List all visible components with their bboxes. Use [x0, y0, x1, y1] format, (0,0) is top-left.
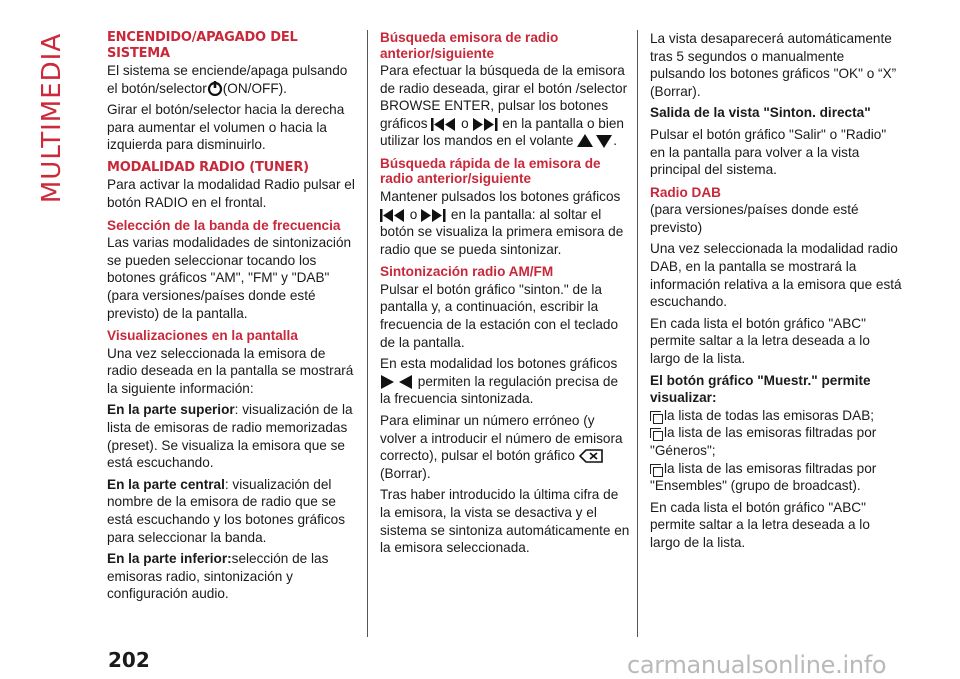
paragraph: El botón gráfico "Muestr." permite visualizar: — [650, 372, 871, 406]
heading-fast-search: Búsqueda rápida de la emisora de radio anterior/siguiente — [380, 155, 601, 187]
skip-previous-icon — [380, 209, 406, 222]
paragraph: Mantener pulsados los botones gráficos o en la pantalla: al soltar el botón se visualiza la primera emisora de radio que se pueda sintonizar. — [380, 188, 624, 257]
heading-band-selection: Selección de la banda de frecuencia — [107, 217, 341, 233]
square-bullet-icon — [650, 411, 661, 421]
square-bullet-icon — [650, 428, 661, 438]
paragraph: (para versiones/países donde esté previsto) — [650, 202, 859, 235]
column-1 — [107, 30, 359, 607]
watermark: carmanualsonline.info — [627, 651, 887, 679]
paragraph: El sistema se enciende/apaga pulsando el botón/selector (ON/OFF). — [107, 63, 348, 96]
section-side-label: MULTIMEDIA — [37, 32, 67, 204]
list-item: la lista de las emisoras filtradas por "Géneros"; — [650, 425, 877, 458]
heading-radio-mode: MODALIDAD RADIO (TUNER) — [107, 159, 309, 175]
list-item: la lista de todas las emisoras DAB; — [650, 407, 902, 425]
paragraph: Para efectuar la búsqueda de la emisora de radio deseada, girar el botón /selector BROWSE ENTER, pulsar los botones gráficos o en la pantalla o bien utilizar los mandos en el volante . — [380, 63, 628, 149]
heading-display-views: Visualizaciones en la pantalla — [107, 328, 298, 344]
column-divider — [637, 30, 638, 637]
paragraph: En la parte inferior:selección de las emisoras radio, sintonización y configuración audio. — [107, 551, 329, 602]
paragraph: Las varias modalidades de sintonización se pueden seleccionar tocando los botones gráficos "AM", "FM" y "DAB" (para versiones/países donde esté previsto) de la pantalla. — [107, 235, 352, 321]
skip-previous-icon — [431, 118, 457, 131]
paragraph: En esta modalidad los botones gráficos permiten la regulación precisa de la frecuencia sintonizada. — [380, 356, 619, 407]
paragraph: Para eliminar un número erróneo (y volver a introducir el número de emisora correcto), pulsar el botón gráfico (Borrar). — [380, 413, 623, 481]
skip-next-icon — [473, 118, 499, 131]
heading-dab-radio: Radio DAB — [650, 184, 721, 200]
paragraph: Pulsar el botón gráfico "sinton." de la pantalla y, a continuación, escribir la frecuencia de la estación con el teclado de la pantalla. — [380, 281, 619, 350]
paragraph: Girar el botón/selector hacia la derecha para aumentar el volumen o hacia la izquierda para disminuirlo. — [107, 102, 345, 153]
up-down-arrows-icon — [577, 134, 613, 148]
skip-next-icon — [421, 209, 447, 222]
column-divider — [367, 30, 368, 637]
paragraph: Una vez seleccionada la emisora de radio deseada en la pantalla se mostrará la siguiente información: — [107, 345, 354, 396]
power-icon — [207, 80, 223, 96]
heading-am-fm-tuning: Sintonización radio AM/FM — [380, 264, 554, 280]
heading-station-search: Búsqueda emisora de radio anterior/siguiente — [380, 30, 559, 61]
paragraph: Una vez seleccionada la modalidad radio DAB, en la pantalla se mostrará la información relativa a la emisora que está escuchando. — [650, 241, 902, 310]
paragraph: Tras haber introducido la última cifra de la emisora, la vista se desactiva y el sistema se sintoniza automáticamente en la emisora seleccionada. — [380, 487, 630, 556]
backspace-delete-icon — [579, 449, 603, 463]
list-item: la lista de las emisoras filtradas por "Ensembles" (grupo de broadcast). — [650, 460, 877, 494]
column-3 — [650, 30, 902, 556]
paragraph: En cada lista el botón gráfico "ABC" permite saltar a la letra deseada a lo largo de la lista. — [650, 315, 870, 366]
column-2 — [380, 30, 630, 561]
paragraph: Para activar la modalidad Radio pulsar el botón RADIO en el frontal. — [107, 177, 355, 211]
paragraph: Pulsar el botón gráfico "Salir" o "Radio" en la pantalla para volver a la vista principal del sistema. — [650, 126, 887, 178]
paragraph: Salida de la vista "Sinton. directa" — [650, 105, 871, 121]
heading-system-power: ENCENDIDO/APAGADO DEL SISTEMA — [107, 30, 298, 61]
paragraph: La vista desaparecerá automáticamente tras 5 segundos o manualmente pulsando los botones gráficos "OK" o “X” (Borrar). — [650, 31, 897, 99]
page-number: 202 — [108, 648, 150, 672]
paragraph: En la parte superior: visualización de la lista de emisoras de radio memorizadas (preset). Se visualiza la emisora que se está escuchando. — [107, 402, 353, 471]
square-bullet-icon — [650, 464, 661, 474]
paragraph: En la parte central: visualización del nombre de la emisora de radio que se está escuchando y los botones gráficos para seleccionar la banda. — [107, 476, 346, 545]
paragraph: En cada lista el botón gráfico "ABC" permite saltar a la letra deseada a lo largo de la lista. — [650, 499, 870, 550]
right-left-arrows-icon — [380, 375, 414, 389]
